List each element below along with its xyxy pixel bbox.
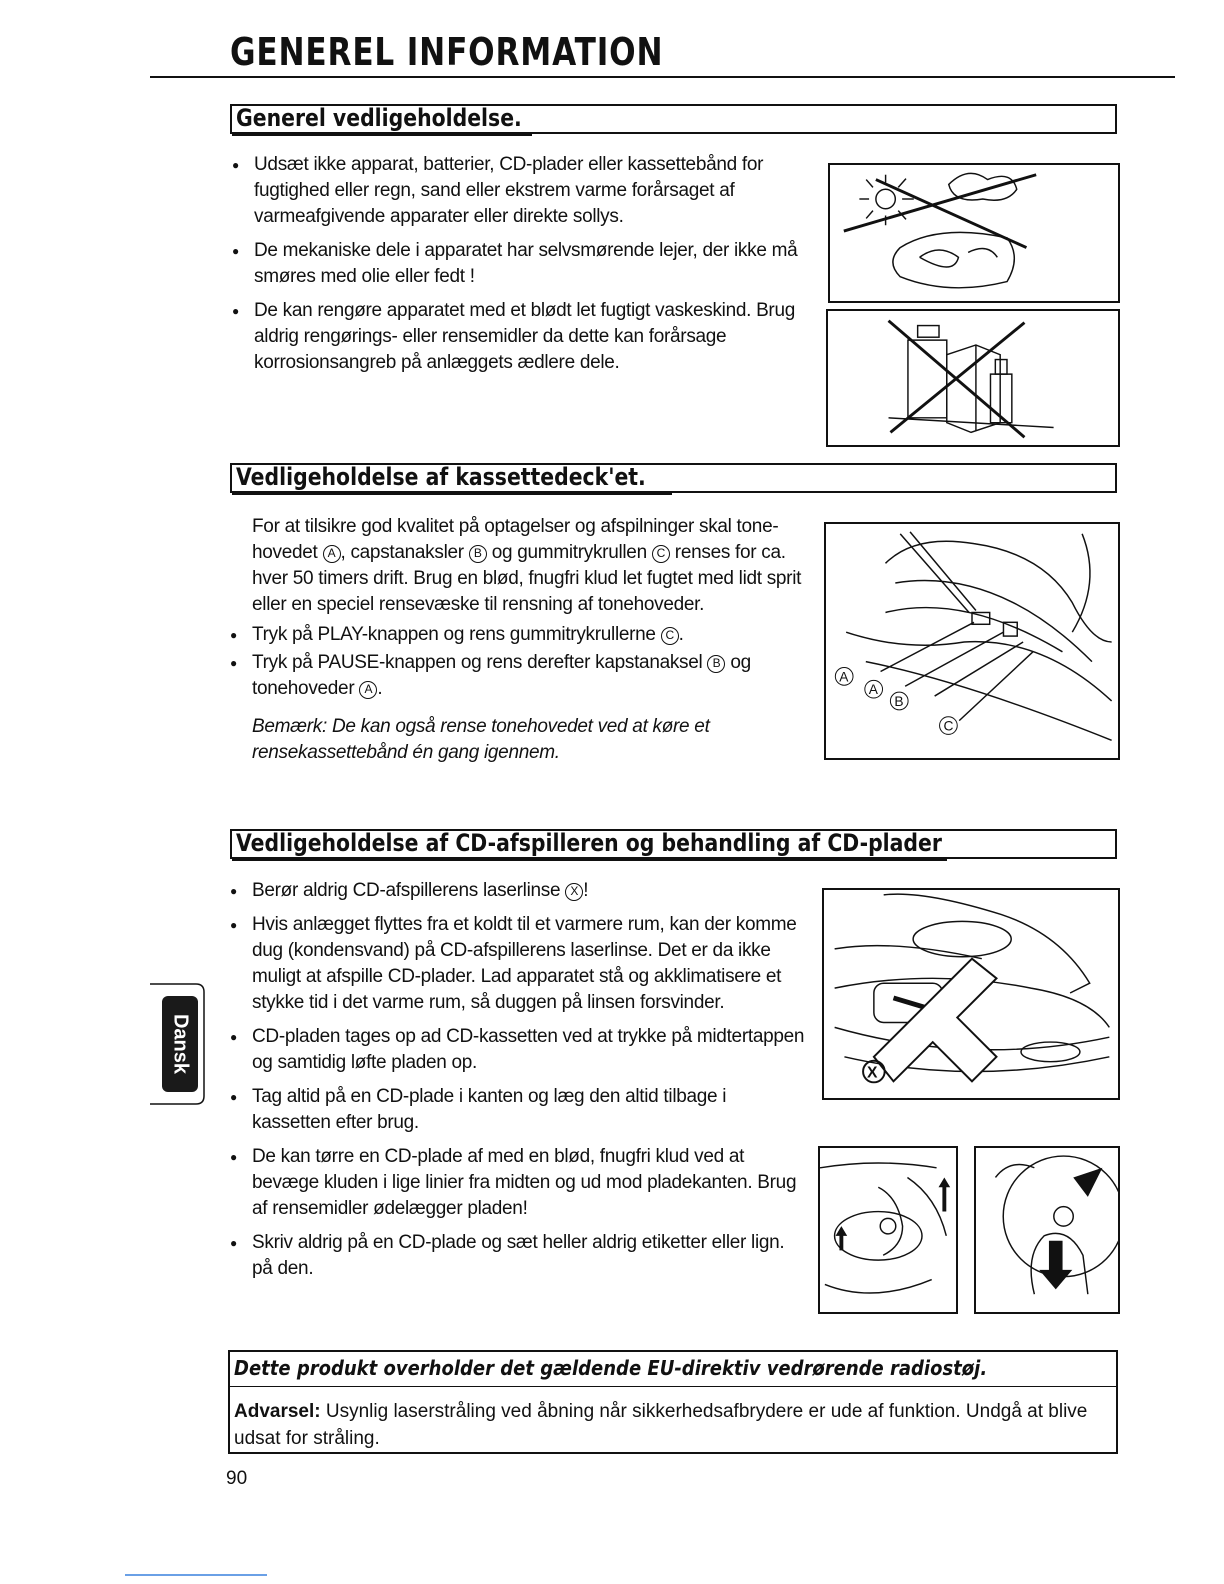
cd-lens-cross-icon (824, 890, 1118, 1098)
section-heading-cassette (230, 463, 1117, 493)
cassette-note: Bemærk: De kan også rense tonehovedet ved at køre et rensekassettebånd én gang igennem. (252, 716, 710, 763)
label-x: X (867, 1064, 878, 1082)
sun-cross-icon (830, 165, 1118, 301)
section-heading-general-text: Generel vedligeholdelse. (236, 104, 522, 132)
regulatory-notice (228, 1350, 1118, 1454)
section-heading-general (230, 104, 1117, 134)
list-item: ● Skriv aldrig på en CD-plade og sæt heller aldrig etiketter eller lign. på den. (228, 1230, 808, 1282)
section-heading-cassette-text: Vedligeholdelse af kassettedeck'et. (236, 463, 646, 491)
cd-press-center-icon (820, 1148, 956, 1312)
list-item: ● Berør aldrig CD-afspillerens laserlinse X ! (228, 878, 808, 904)
list-item: ● Tag altid på en CD-plade i kanten og læg den altid tilbage i kassetten efter brug. (228, 1084, 808, 1136)
label-b: B (894, 693, 904, 709)
no-heat-illustration (828, 163, 1120, 303)
mark-b: B (707, 655, 725, 673)
list-item: ● Hvis anlægget flyttes fra et koldt til et varmere rum, kan der komme dug (kondensvand) på CD-afspillerens laserlinse. Det er da ikke muligt at afspille CD-plader. Lad apparatet stå og akklimatisere et stykke tid i det varme rum, så duggen på linsen forsvinder. (228, 912, 808, 1016)
eu-directive-statement: Dette produkt overholder det gældende EU-direktiv vedrørende radiostøj. (234, 1356, 988, 1380)
label-a: A (868, 682, 878, 698)
cd-remove-illustration (818, 1146, 958, 1314)
list-item: ● Tryk på PAUSE-knappen og rens derefter kapstanaksel B og tonehoveder A . (228, 650, 812, 702)
page-title: GENEREL INFORMATION (230, 30, 664, 74)
general-bullet-list (230, 152, 810, 384)
footer-mark (125, 1574, 267, 1576)
cd-lens-illustration (822, 888, 1120, 1100)
list-item: ● Udsæt ikke apparat, batterier, CD-plader eller kassettebånd for fugtighed eller regn, sand eller ekstrem varme forårsaget af varmeafgivende apparater eller direkte sollys. (230, 152, 810, 230)
mark-x: X (565, 883, 583, 901)
cd-handle-edge-illustration (974, 1146, 1120, 1314)
label-c: C (943, 718, 954, 734)
section-heading-cd-text: Vedligeholdelse af CD-afspilleren og behandling af CD-plader (236, 829, 942, 857)
label-a: A (839, 669, 849, 685)
section-heading-cd (230, 829, 1117, 859)
list-item: ● CD-pladen tages op ad CD-kassetten ved at trykke på midtertappen og samtidig løfte pladen op. (228, 1024, 808, 1076)
mark-a: A (323, 545, 341, 563)
cassette-bullet-list (228, 622, 812, 710)
language-label: Dansk (162, 996, 198, 1092)
no-detergent-illustration (826, 309, 1120, 447)
page-number: 90 (226, 1468, 248, 1489)
mark-c: C (661, 627, 679, 645)
cd-edge-hold-icon (976, 1148, 1118, 1312)
mark-c: C (652, 545, 670, 563)
title-divider (150, 76, 1175, 78)
list-item: ● De kan tørre en CD-plade af med en blød, fnugfri klud ved at bevæge kluden i lige linier fra midten og ud mod pladekanten. Brug af rensemidler ødelægger pladen! (228, 1144, 808, 1222)
laser-warning: Advarsel: Usynlig laserstråling ved åbning når sikkerhedsafbrydere er ude af funktion. Undgå at blive udsat for stråling. (234, 1401, 1088, 1449)
cd-bullet-list (228, 878, 808, 1290)
cassette-deck-icon (826, 524, 1118, 758)
list-item: ● Tryk på PLAY-knappen og rens gummitrykrullerne C . (228, 622, 812, 648)
list-item: ● De kan rengøre apparatet med et blødt let fugtigt vaskeskind. Brug aldrig rengørings- eller rensemidler da dette kan forårsage korrosionsangreb på anlæggets ædlere dele. (230, 298, 810, 376)
mark-b: B (469, 545, 487, 563)
language-side-tab (150, 982, 210, 1106)
detergent-cross-icon (828, 311, 1118, 445)
cassette-head-illustration (824, 522, 1120, 760)
list-item: ● De mekaniske dele i apparatet har selvsmørende lejer, der ikke må smøres med olie eller fedt ! (230, 238, 810, 290)
cassette-intro: For at tilsikre god kvalitet på optagelser og afspilninger skal tone-hovedet A , capstanaksler B og gummitrykrullen C renses for ca. hver 50 timers drift. Brug en blød, fnugfri klud let fugtet med lidt sprit eller en speciel rensevæske til rensning af tonehoveder. (252, 516, 802, 615)
mark-a: A (359, 681, 377, 699)
